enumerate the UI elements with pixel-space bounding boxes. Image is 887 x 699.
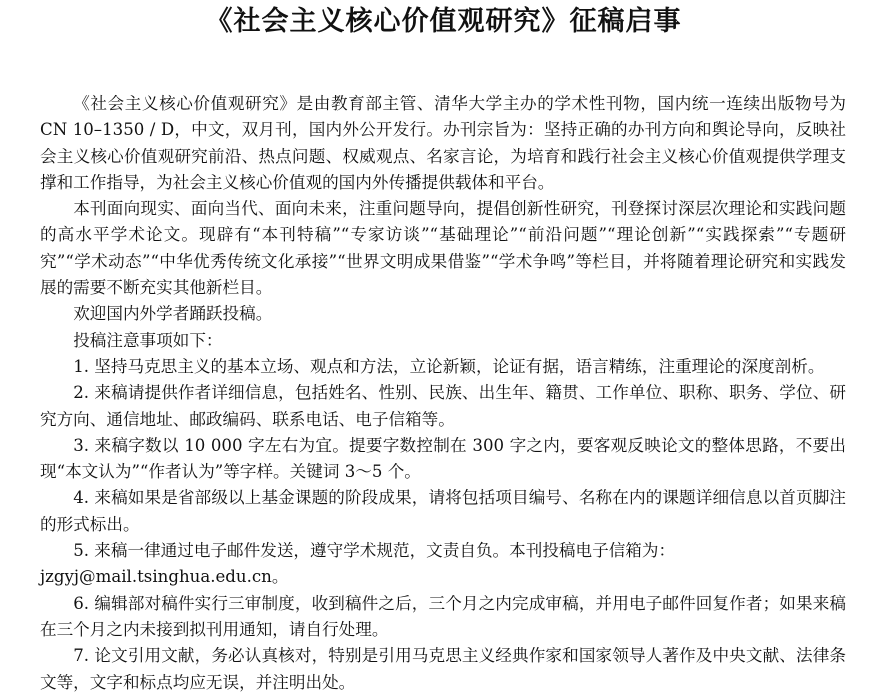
note-item-2: 2. 来稿请提供作者详细信息，包括姓名、性别、民族、出生年、籍贯、工作单位、职称、职务、学位、研究方向、通信地址、邮政编码、联系电话、电子信箱等。: [40, 383, 846, 429]
page-title: 《社会主义核心价值观研究》征稿启事: [205, 6, 682, 37]
scope-paragraph: 本刊面向现实、面向当代、面向未来，注重问题导向，提倡创新性研究，刊登探讨深层次理论和实践问题的高水平学术论文。现辟有“本刊特稿”“专家访谈”“基础理论”“前沿问题”“理论创新”“实践探索”“专题研究”“学术动态”“中华优秀传统文化承接”“世界文明成果借鉴”“学术争鸣”等栏目，并将随着理论研究和实践发展的需要不断充实其他新栏目。: [40, 199, 846, 298]
note-item-3: 3. 来稿字数以 10 000 字左右为宜。提要字数控制在 300 字之内，要客观反映论文的整体思路，不要出现“本文认为”“作者认为”等字样。关键词 3～5 个。: [40, 435, 846, 482]
welcome-paragraph: 欢迎国内外学者踊跃投稿。: [73, 304, 273, 324]
submission-email: jzgyj@mail.tsinghua.edu.cn。: [40, 567, 289, 587]
document-body: [40, 91, 846, 696]
note-item-5: 5. 来稿一律通过电子邮件发送，遵守学术规范，文责自负。本刊投稿电子信箱为：: [73, 541, 676, 561]
note-item-6: 6. 编辑部对稿件实行三审制度，收到稿件之后，三个月之内完成审稿，并用电子邮件回复作者；如果来稿在三个月之内未接到拟刊用通知，请自行处理。: [40, 593, 846, 639]
note-item-1: 1. 坚持马克思主义的基本立场、观点和方法，立论新颖，论证有据，语言精练，注重理论的深度剖析。: [73, 356, 825, 376]
note-item-4: 4. 来稿如果是省部级以上基金课题的阶段成果，请将包括项目编号、名称在内的课题详细信息以首页脚注的形式标出。: [40, 488, 846, 534]
note-item-7: 7. 论文引用文献，务必认真核对，特别是引用马克思主义经典作家和国家领导人著作及中央文献、法律条文等，文字和标点均应无误，并注明出处。: [40, 646, 846, 692]
notes-heading: 投稿注意事项如下：: [73, 330, 223, 350]
intro-paragraph: 《社会主义核心价值观研究》是由教育部主管、清华大学主办的学术性刊物，国内统一连续出版物号为 CN 10–1350 / D，中文，双月刊，国内外公开发行。办刊宗旨为：坚持正确的办刊方向和舆论导向，反映社会主义核心价值观研究前沿、热点问题、权威观点、名家言论，为培育和践行社会主义核心价值观提供学理支撑和工作指导，为社会主义核心价值观的国内外传播提供载体和平台。: [40, 94, 846, 192]
